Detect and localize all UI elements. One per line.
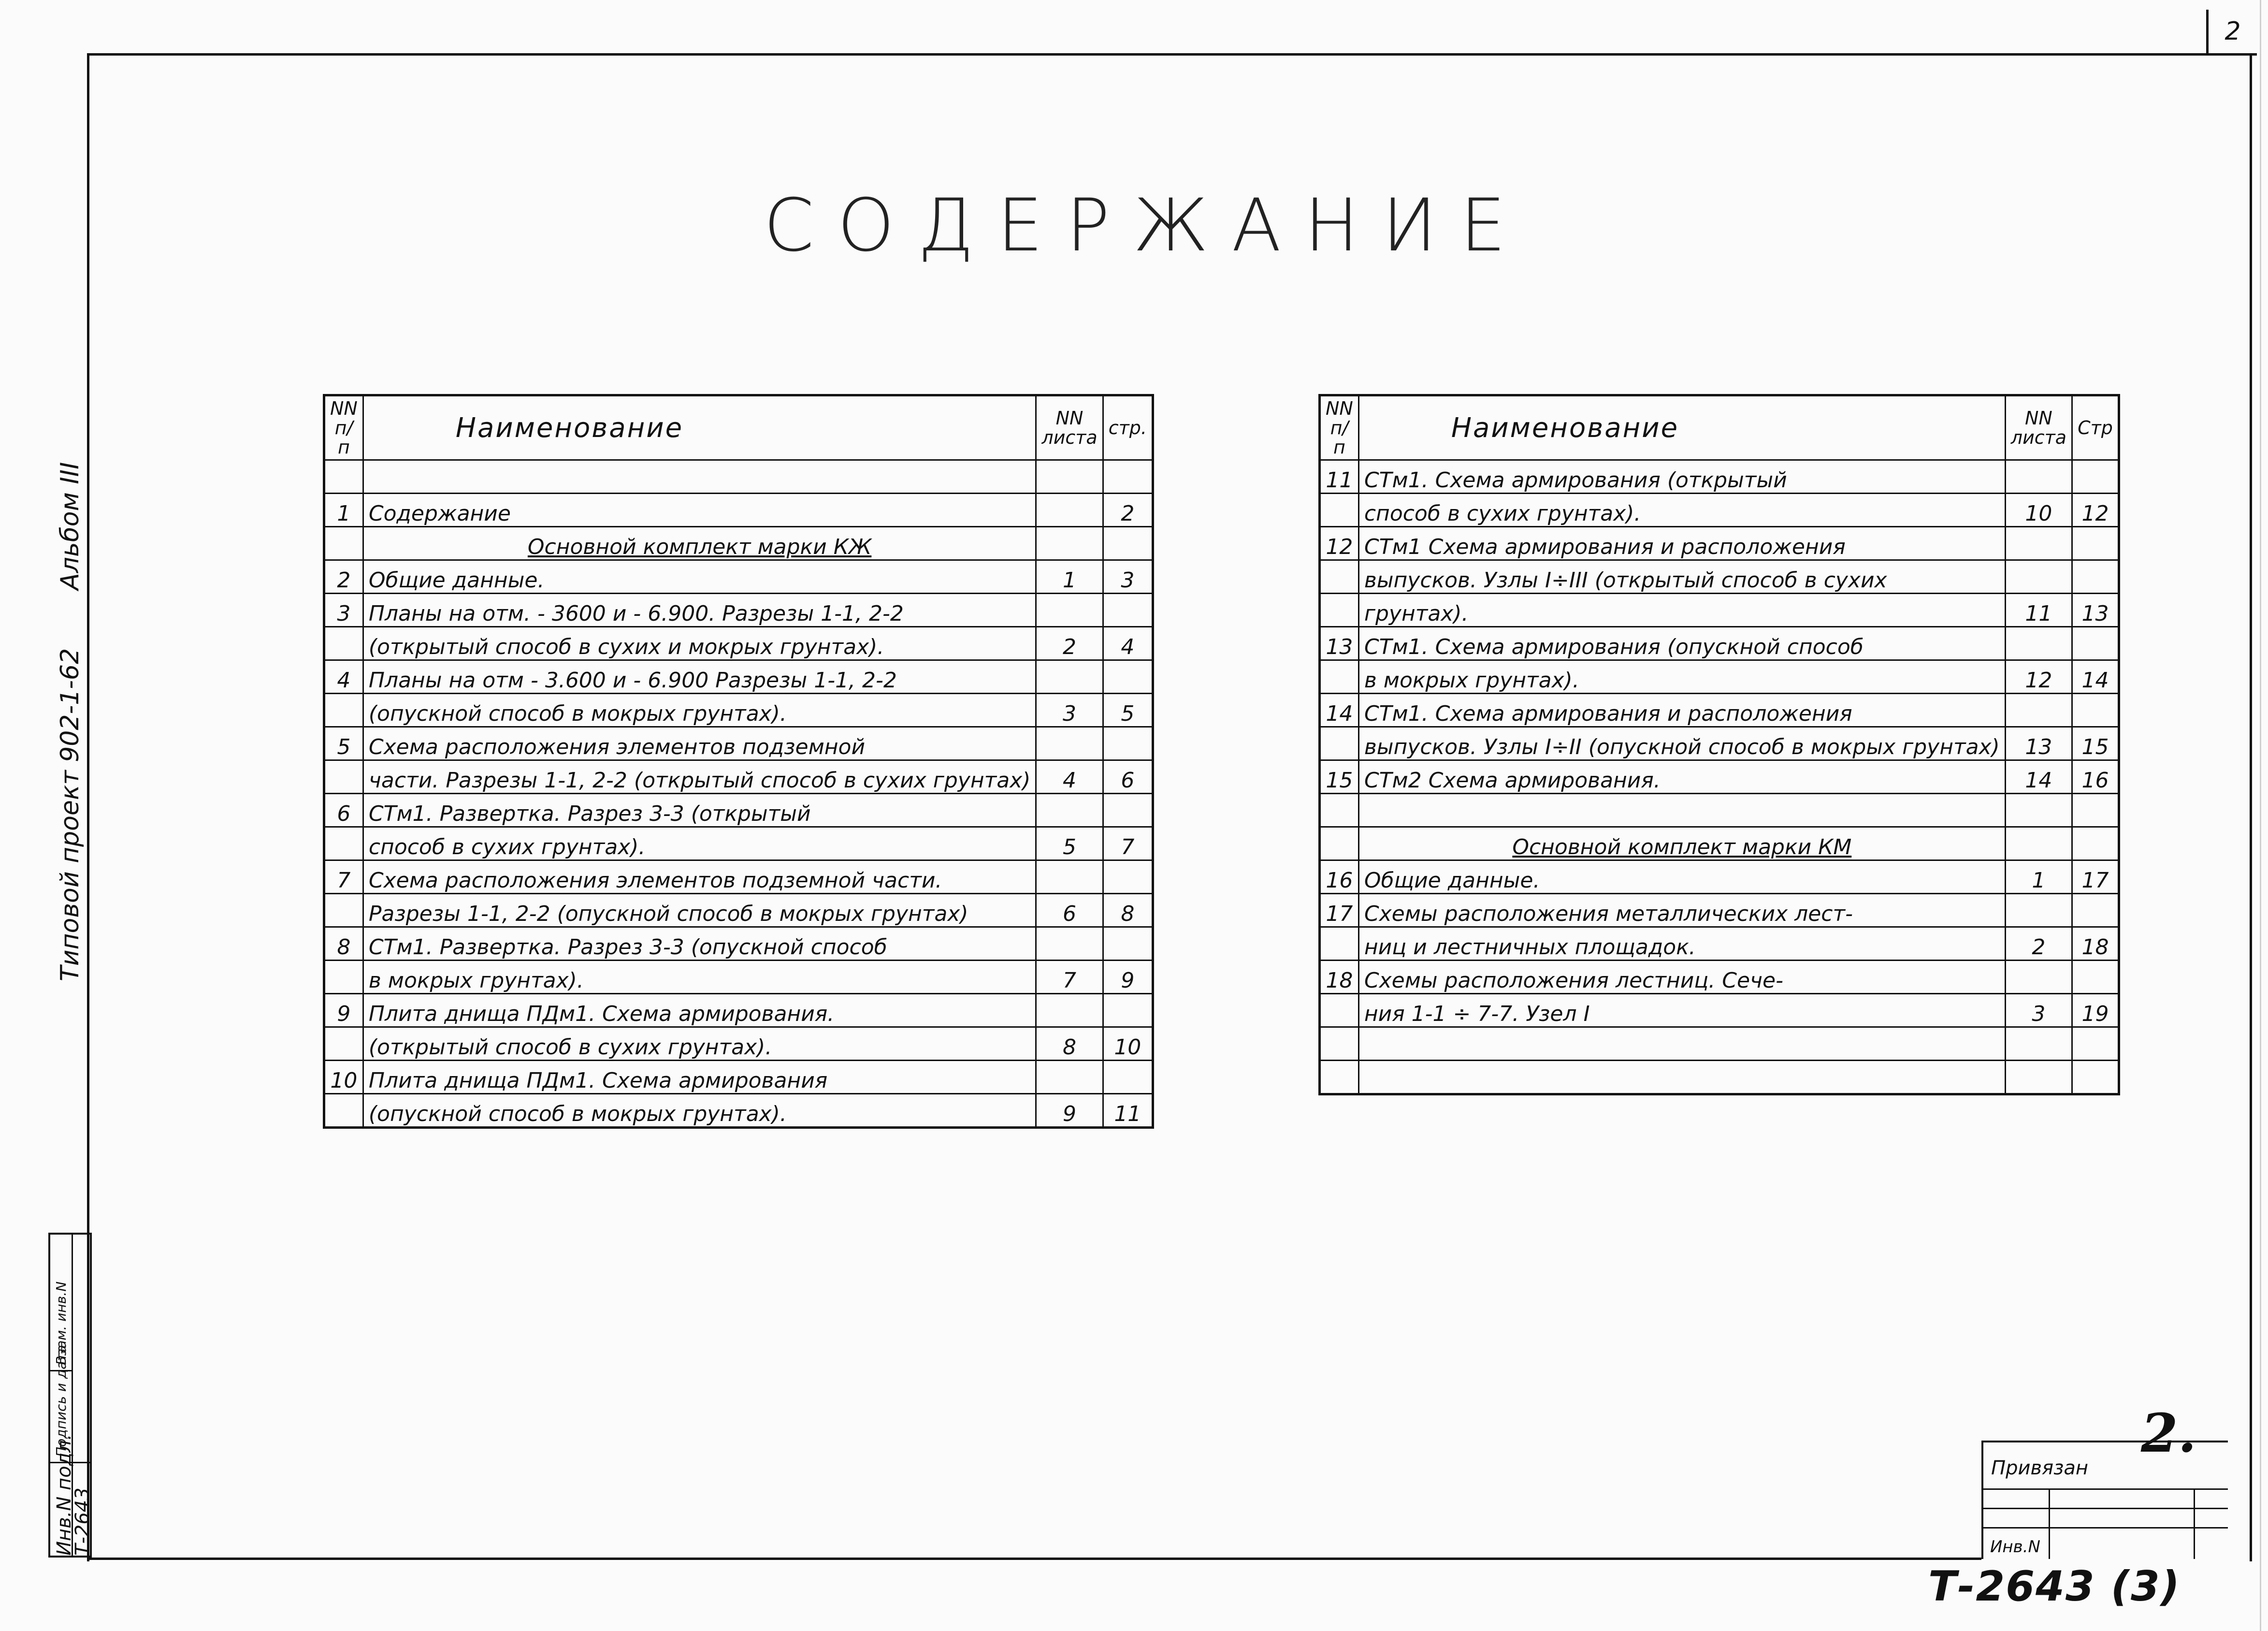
table-row — [324, 560, 1153, 594]
table-row — [1320, 1061, 2119, 1094]
table-row — [324, 994, 1153, 1027]
table-row — [324, 594, 1153, 627]
sheet-number — [1036, 460, 1103, 494]
page-number-cell: 2 — [1103, 494, 1153, 527]
binding-grid-line — [2194, 1488, 2195, 1559]
binding-grid-line — [2049, 1488, 2050, 1559]
row-title-line: Схема расположения элементов подземной — [363, 727, 1036, 760]
sheet-number — [2005, 961, 2072, 994]
section-row — [324, 527, 1153, 560]
sheet-number — [1036, 1061, 1103, 1094]
table-row-continuation — [324, 894, 1153, 927]
row-number — [324, 527, 363, 560]
sheet-number — [1036, 660, 1103, 694]
row-number — [1320, 727, 1359, 760]
row-title-line: Планы на отм. - 3600 и - 6.900. Разрезы 1-1, 2-2 — [363, 594, 1036, 627]
row-number — [324, 460, 363, 494]
table-row-continuation — [1320, 594, 2119, 627]
sheet-mark: 2. — [2141, 1402, 2196, 1464]
sheet-number: 11 — [2005, 594, 2072, 627]
page-number-cell — [2072, 460, 2119, 494]
page-number-cell — [1103, 860, 1153, 894]
page-number-cell: 15 — [2072, 727, 2119, 760]
page-number-cell: 12 — [2072, 494, 2119, 527]
page-number-cell — [2072, 694, 2119, 727]
page-number-cell — [2072, 894, 2119, 927]
sheet-number: 12 — [2005, 660, 2072, 694]
row-title-line: СТм1. Схема армирования и расположения — [1358, 694, 2005, 727]
page-number-cell: 18 — [2072, 927, 2119, 961]
row-number — [1320, 927, 1359, 961]
row-title-line — [1358, 794, 2005, 827]
row-title-line: СТм1. Схема армирования (опускной способ — [1358, 627, 2005, 660]
page-number-cell — [2072, 560, 2119, 594]
page-number-cell — [1103, 1061, 1153, 1094]
page-number: 2 — [2206, 10, 2257, 56]
row-number: 1 — [324, 494, 363, 527]
page-number-cell: 14 — [2072, 660, 2119, 694]
sheet-number — [1036, 727, 1103, 760]
page-number-cell — [2072, 627, 2119, 660]
sheet-number — [2005, 1061, 2072, 1094]
row-number: 14 — [1320, 694, 1359, 727]
page-number-cell — [1103, 660, 1153, 694]
table-row — [324, 1061, 1153, 1094]
page-number-cell: 19 — [2072, 994, 2119, 1027]
row-title-line: Плита днища ПДм1. Схема армирования. — [363, 994, 1036, 1027]
header-sheet: NN листа — [1036, 395, 1103, 460]
row-number — [1320, 660, 1359, 694]
sheet-number: 7 — [1036, 961, 1103, 994]
row-title-line: СТм1 Схема армирования и расположения — [1358, 527, 2005, 560]
page-number-cell — [1103, 594, 1153, 627]
row-title-line: СТм1. Развертка. Разрез 3-3 (опускной способ — [363, 927, 1036, 961]
row-number — [324, 694, 363, 727]
sheet-number — [2005, 694, 2072, 727]
side-caption — [56, 411, 85, 981]
row-title-line: Схема расположения элементов подземной части. — [363, 860, 1036, 894]
scan-edge — [2260, 0, 2261, 1631]
row-number — [1320, 794, 1359, 827]
stamp-inv-value: Т-2643 — [72, 1487, 94, 1556]
page-number-cell: 5 — [1103, 694, 1153, 727]
sheet-number: 1 — [1036, 560, 1103, 594]
row-title-line: Общие данные. — [1358, 860, 2005, 894]
sheet-number: 1 — [2005, 860, 2072, 894]
frame-bottom-line — [87, 1558, 1981, 1560]
row-title-line: ния 1-1 ÷ 7-7. Узел I — [1358, 994, 2005, 1027]
table-row — [324, 494, 1153, 527]
page-number-cell — [1103, 460, 1153, 494]
page-number-cell: 7 — [1103, 827, 1153, 860]
row-title-line: (опускной способ в мокрых грунтах). — [363, 694, 1036, 727]
table-row — [1320, 694, 2119, 727]
section-heading: Основной комплект марки КЖ — [363, 527, 1036, 560]
table-row-continuation — [1320, 494, 2119, 527]
table-row-continuation — [1320, 927, 2119, 961]
table-row — [1320, 460, 2119, 494]
row-number: 17 — [1320, 894, 1359, 927]
sheet-number — [2005, 1027, 2072, 1061]
row-number — [324, 1027, 363, 1061]
row-title-line — [363, 460, 1036, 494]
header-page: Стр — [2072, 395, 2119, 460]
table-row-continuation — [324, 1094, 1153, 1128]
approval-stamp — [48, 1233, 92, 1558]
row-number: 16 — [1320, 860, 1359, 894]
table-row-continuation — [1320, 727, 2119, 760]
table-row — [324, 660, 1153, 694]
row-number: 10 — [324, 1061, 363, 1094]
sheet-number: 14 — [2005, 760, 2072, 794]
page-number-cell: 8 — [1103, 894, 1153, 927]
binding-label: Привязан — [1991, 1457, 2089, 1479]
row-title-line: Разрезы 1-1, 2-2 (опускной способ в мокрых грунтах) — [363, 894, 1036, 927]
stamp-replace-label: Взам. инв.N — [53, 1281, 69, 1365]
row-number: 13 — [1320, 627, 1359, 660]
table-row-continuation — [324, 961, 1153, 994]
row-title-line: ниц и лестничных площадок. — [1358, 927, 2005, 961]
document-code: Т-2643 (3) — [1928, 1562, 2181, 1611]
row-title-line — [1358, 1061, 2005, 1094]
page-number-cell: 17 — [2072, 860, 2119, 894]
sheet-number — [1036, 494, 1103, 527]
table-row — [1320, 794, 2119, 827]
page-number-cell — [2072, 1061, 2119, 1094]
header-num: NN п/п — [324, 395, 363, 460]
row-title-line: (открытый способ в сухих и мокрых грунтах). — [363, 627, 1036, 660]
binding-grid-line — [1983, 1527, 2228, 1529]
page-number-cell: 13 — [2072, 594, 2119, 627]
table-row — [324, 460, 1153, 494]
sheet-number: 6 — [1036, 894, 1103, 927]
header-name: Наименование — [363, 395, 1036, 460]
sheet-number — [1036, 927, 1103, 961]
page-number-cell: 9 — [1103, 961, 1153, 994]
row-number — [1320, 560, 1359, 594]
sheet-number — [1036, 794, 1103, 827]
sheet-number: 8 — [1036, 1027, 1103, 1061]
table-row — [1320, 1027, 2119, 1061]
sheet-number: 10 — [2005, 494, 2072, 527]
table-row-continuation — [324, 760, 1153, 794]
sheet-number: 4 — [1036, 760, 1103, 794]
row-number — [1320, 1027, 1359, 1061]
contents-table-left — [323, 394, 1154, 1129]
page-number-cell: 4 — [1103, 627, 1153, 660]
table-row — [1320, 860, 2119, 894]
album-caption: Альбом III — [56, 462, 85, 590]
sheet-number: 13 — [2005, 727, 2072, 760]
header-page: стр. — [1103, 395, 1153, 460]
row-number: 3 — [324, 594, 363, 627]
table-row — [1320, 760, 2119, 794]
row-number — [1320, 594, 1359, 627]
sheet-number — [1036, 860, 1103, 894]
table-row-continuation — [324, 694, 1153, 727]
row-title-line: СТм2 Схема армирования. — [1358, 760, 2005, 794]
row-title-line — [1358, 1027, 2005, 1061]
row-number: 9 — [324, 994, 363, 1027]
row-number: 5 — [324, 727, 363, 760]
page-number-cell — [1103, 727, 1153, 760]
row-number — [324, 894, 363, 927]
page-number-cell — [1103, 794, 1153, 827]
sheet-number: 2 — [1036, 627, 1103, 660]
sheet-number — [2005, 527, 2072, 560]
table-row-continuation — [324, 1027, 1153, 1061]
page-number-cell — [1103, 994, 1153, 1027]
row-title-line: в мокрых грунтах). — [363, 961, 1036, 994]
row-title-line: способ в сухих грунтах). — [363, 827, 1036, 860]
table-row — [1320, 527, 2119, 560]
sheet-number: 2 — [2005, 927, 2072, 961]
sheet-number — [1036, 994, 1103, 1027]
table-row — [324, 927, 1153, 961]
binding-grid-line — [1983, 1488, 2228, 1490]
table-row — [1320, 627, 2119, 660]
page-number-cell — [2072, 527, 2119, 560]
sheet-number: 3 — [1036, 694, 1103, 727]
sheet-number — [2005, 827, 2072, 860]
stamp-sign-label: Подпись и дата — [53, 1345, 69, 1457]
table-row-continuation — [1320, 660, 2119, 694]
row-number — [324, 1094, 363, 1128]
page-title: СОДЕРЖАНИЕ — [764, 184, 1529, 268]
header-num: NN п/п — [1320, 395, 1359, 460]
row-title-line: СТм1. Схема армирования (открытый — [1358, 460, 2005, 494]
row-title-line: в мокрых грунтах). — [1358, 660, 2005, 694]
table-row-continuation — [1320, 994, 2119, 1027]
row-title-line: выпусков. Узлы I÷II (опускной способ в мокрых грунтах) — [1358, 727, 2005, 760]
page-number-cell — [2072, 827, 2119, 860]
sheet-number — [2005, 560, 2072, 594]
table-header — [324, 395, 1153, 460]
table-row — [1320, 961, 2119, 994]
row-title-line: Общие данные. — [363, 560, 1036, 594]
row-title-line: Планы на отм - 3.600 и - 6.900 Разрезы 1-1, 2-2 — [363, 660, 1036, 694]
table-row-continuation — [324, 627, 1153, 660]
section-heading: Основной комплект марки КМ — [1358, 827, 2005, 860]
row-number — [324, 961, 363, 994]
row-number: 11 — [1320, 460, 1359, 494]
sheet-number: 9 — [1036, 1094, 1103, 1128]
row-number — [1320, 827, 1359, 860]
table-row-continuation — [1320, 560, 2119, 594]
page-number-cell — [1103, 927, 1153, 961]
row-number: 2 — [324, 560, 363, 594]
table-row — [324, 794, 1153, 827]
page-number-cell: 3 — [1103, 560, 1153, 594]
table-row — [324, 727, 1153, 760]
row-number: 7 — [324, 860, 363, 894]
sheet-number — [2005, 627, 2072, 660]
binding-inv-label: Инв.N — [1990, 1537, 2040, 1557]
row-number — [324, 827, 363, 860]
row-number: 6 — [324, 794, 363, 827]
table-row — [324, 860, 1153, 894]
row-number: 18 — [1320, 961, 1359, 994]
page-number-cell — [2072, 794, 2119, 827]
project-caption: Типовой проект 902-1-62 — [56, 648, 85, 981]
row-title-line: выпусков. Узлы I÷III (открытый способ в сухих — [1358, 560, 2005, 594]
row-number — [1320, 1061, 1359, 1094]
row-number — [324, 627, 363, 660]
row-title-line: (открытый способ в сухих грунтах). — [363, 1027, 1036, 1061]
page-number-cell: 16 — [2072, 760, 2119, 794]
page-number-cell — [1103, 527, 1153, 560]
page-number-cell — [2072, 1027, 2119, 1061]
row-number — [1320, 994, 1359, 1027]
header-sheet: NN листа — [2005, 395, 2072, 460]
row-title-line: Плита днища ПДм1. Схема армирования — [363, 1061, 1036, 1094]
row-title-line: части. Разрезы 1-1, 2-2 (открытый способ в сухих грунтах) — [363, 760, 1036, 794]
page-number-cell: 11 — [1103, 1094, 1153, 1128]
row-title-line: Содержание — [363, 494, 1036, 527]
row-title-line: грунтах). — [1358, 594, 2005, 627]
sheet-number — [1036, 527, 1103, 560]
page-number-cell: 6 — [1103, 760, 1153, 794]
header-name: Наименование — [1358, 395, 2005, 460]
binding-grid-line — [1983, 1508, 2228, 1509]
page-number-cell: 10 — [1103, 1027, 1153, 1061]
sheet-number — [1036, 594, 1103, 627]
page-number-cell — [2072, 961, 2119, 994]
row-number — [1320, 494, 1359, 527]
contents-table-right — [1318, 394, 2120, 1095]
sheet-number: 3 — [2005, 994, 2072, 1027]
row-title-line: Схемы расположения металлических лест- — [1358, 894, 2005, 927]
row-title-line: Схемы расположения лестниц. Сече- — [1358, 961, 2005, 994]
sheet-number — [2005, 460, 2072, 494]
table-row-continuation — [324, 827, 1153, 860]
stamp-inv-label: Инв.N подл. — [53, 1434, 75, 1556]
row-title-line: СТм1. Развертка. Разрез 3-3 (открытый — [363, 794, 1036, 827]
table-row — [1320, 894, 2119, 927]
row-title-line: способ в сухих грунтах). — [1358, 494, 2005, 527]
sheet-number — [2005, 794, 2072, 827]
row-number: 8 — [324, 927, 363, 961]
section-row — [1320, 827, 2119, 860]
row-number: 15 — [1320, 760, 1359, 794]
binding-block — [1981, 1441, 2228, 1559]
sheet-number: 5 — [1036, 827, 1103, 860]
row-number: 12 — [1320, 527, 1359, 560]
row-title-line: (опускной способ в мокрых грунтах). — [363, 1094, 1036, 1128]
row-number: 4 — [324, 660, 363, 694]
row-number — [324, 760, 363, 794]
sheet-number — [2005, 894, 2072, 927]
table-header — [1320, 395, 2119, 460]
